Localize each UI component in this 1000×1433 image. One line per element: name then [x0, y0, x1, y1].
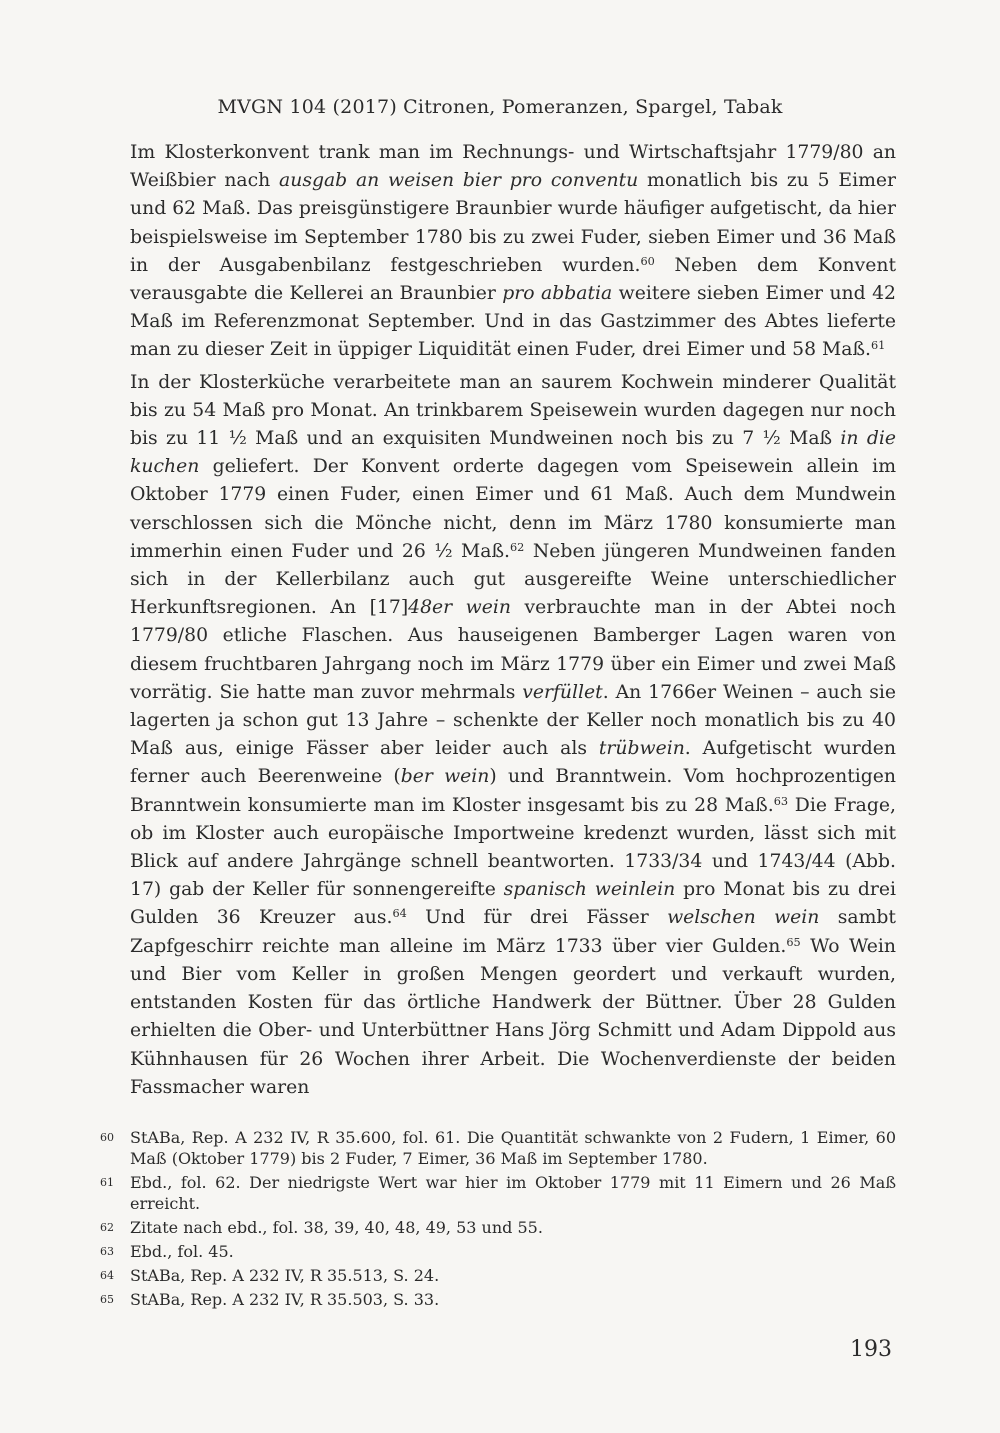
footnote-number: 64: [100, 1269, 114, 1282]
footnote-number: 65: [100, 1293, 114, 1306]
italic-quote: pro abbatia: [502, 283, 613, 305]
italic-quote: welschen wein: [667, 907, 820, 929]
italic-quote: 48er wein: [408, 597, 511, 619]
text-run: Neben jüngeren Mundweinen fanden sich in der Kellerbilanz auch gut ausgereifte Weine unterschiedlicher Herkunftsregionen. An [17]: [130, 540, 896, 619]
body-text: [130, 139, 896, 1102]
footnote: [100, 1217, 896, 1238]
footnote: [100, 1127, 896, 1169]
footnote-text: StABa, Rep. A 232 IV, R 35.513, S. 24.: [130, 1266, 440, 1285]
footnote-number: 60: [100, 1131, 114, 1144]
footnote-ref: 64: [392, 907, 407, 921]
paragraph-1: [130, 139, 896, 365]
text-run: pro Monat bis zu drei Gulden 36 Kreuzer aus.: [130, 879, 896, 929]
footnote-text: Ebd., fol. 45.: [130, 1242, 234, 1261]
text-run: Wo Wein und Bier vom Keller in großen Mengen geordert und verkauft wurden, entstanden Kosten für das örtliche Handwerk der Büttner. Über 28 Gulden erhielten die Ober- und Unterbüttner Hans Jörg Schmitt und Adam Dippold aus Kühnhausen für 26 Wochen ihrer Arbeit. Die Wochenverdienste der beiden Fassmacher waren: [130, 935, 896, 1098]
text-run: Und für drei Fässer: [406, 907, 668, 929]
text-run: Neben dem Konvent verausgabte die Kellerei an Braunbier: [130, 254, 896, 305]
text-run: weitere sieben Eimer und 42 Maß im Referenzmonat September. Und in das Gastzimmer des Abtes lieferte man zu dieser Zeit in üppiger Liquidität einen Fuder, drei Eimer und 58 Maß.: [130, 283, 897, 361]
footnote-number: 63: [100, 1245, 114, 1258]
italic-quote: in die kuchen: [130, 428, 896, 478]
footnote: [100, 1172, 896, 1214]
text-run: Im Klosterkonvent trank man im Rechnungs- und Wirtschaftsjahr 1779/80 an Weißbier nach: [130, 142, 896, 192]
footnote-ref: 62: [510, 540, 525, 554]
footnote-ref: 60: [640, 254, 655, 268]
paragraph-2: [130, 369, 896, 1102]
footnote: [100, 1241, 896, 1262]
text-run: ) und Branntwein. Vom hochprozentigen Branntwein konsumierte man im Kloster insgesamt bis zu 28 Maß.: [130, 766, 896, 816]
footnote-ref: 61: [870, 339, 886, 353]
footnote-text: Ebd., fol. 62. Der niedrigste Wert war hier im Oktober 1779 mit 11 Eimern und 26 Maß erreicht.: [130, 1173, 896, 1213]
footnote-text: Zitate nach ebd., fol. 38, 39, 40, 48, 49, 53 und 55.: [130, 1218, 543, 1237]
text-run: monatlich bis zu 5 Eimer und 62 Maß. Das preisgünstigere Braunbier wurde häufiger aufgetischt, da hier beispielsweise im September 1780 bis zu zwei Fuder, sieben Eimer und 36 Maß in der Ausgabenbilanz festgeschrieben wurden.: [130, 170, 896, 276]
italic-quote: spanisch weinlein: [503, 879, 676, 901]
italic-quote: verfüllet: [522, 681, 603, 703]
footnotes: [100, 1127, 896, 1313]
footnote-ref: 65: [786, 935, 801, 949]
footnote: [100, 1289, 896, 1310]
italic-quote: trübwein: [598, 738, 685, 760]
text-run: . An 1766er Weinen – auch sie lagerten ja schon gut 13 Jahre – schenkte der Keller noch monatlich bis zu 40 Maß aus, einige Fässer aber leider auch als: [130, 681, 896, 760]
footnote-text: StABa, Rep. A 232 IV, R 35.600, fol. 61. Die Quantität schwankte von 2 Fudern, 1 Eimer, 60 Maß (Oktober 1779) bis 2 Fuder, 7 Eimer, 36 Maß im September 1780.: [130, 1128, 896, 1168]
italic-quote: ber wein: [400, 766, 490, 788]
text-run: verbrauchte man in der Abtei noch 1779/80 etliche Flaschen. Aus hauseigenen Bamberger Lagen waren von diesem fruchtbaren Jahrgang noch im März 1779 über ein Eimer und zwei Maß vorrätig. Sie hatte man zuvor mehrmals: [130, 597, 896, 703]
page-number: 193: [850, 1337, 892, 1362]
text-run: . Aufgetischt wurden ferner auch Beerenweine (: [130, 738, 896, 788]
text-run: In der Klosterküche verarbeitete man an saurem Kochwein minderer Qualität bis zu 54 Maß pro Monat. An trinkbarem Speisewein wurden dagegen nur noch bis zu 11 ½ Maß und an exquisiten Mundweinen noch bis zu 7 ½ Maß: [130, 371, 896, 450]
footnote-text: StABa, Rep. A 232 IV, R 35.503, S. 33.: [130, 1290, 440, 1309]
text-run: geliefert. Der Konvent orderte dagegen vom Speisewein allein im Oktober 1779 einen Fuder, einen Eimer und 61 Maß. Auch dem Mundwein verschlossen sich die Mönche nicht, denn im März 1780 konsumierte man immerhin einen Fuder und 26 ½ Maß.: [130, 456, 896, 562]
text-run: sambt Zapfgeschirr reichte man alleine im März 1733 über vier Gulden.: [130, 907, 896, 957]
footnote-ref: 63: [773, 794, 789, 808]
footnote-number: 61: [100, 1176, 114, 1189]
italic-quote: ausgab an weisen bier pro conventu: [279, 170, 639, 192]
text-run: Die Frage, ob im Kloster auch europäische Importweine kredenzt wurden, lässt sich mit Blick auf andere Jahrgänge schnell beantworten. 1733/34 und 1743/44 (Abb. 17) gab der Keller für sonnengereifte: [130, 794, 896, 901]
footnote-number: 62: [100, 1221, 114, 1234]
running-head: MVGN 104 (2017) Citronen, Pomeranzen, Spargel, Tabak: [217, 96, 783, 118]
footnote: [100, 1265, 896, 1286]
